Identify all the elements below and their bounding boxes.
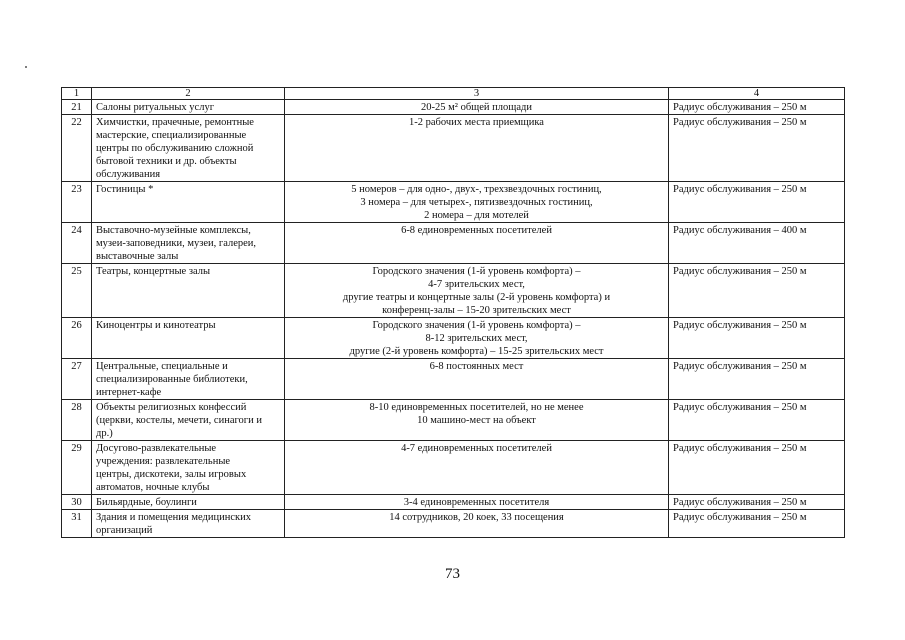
row-number: 31 [62, 510, 92, 538]
header-cell-3: 3 [285, 88, 669, 100]
row-number: 27 [62, 359, 92, 400]
norm-line: 3-4 единовременных посетителя [403, 497, 550, 508]
norm-line: 4-7 зрительских мест, [428, 279, 525, 290]
table-body [62, 100, 845, 538]
object-type-line: Выставочно-музейные комплексы, [96, 225, 251, 236]
header-row [62, 88, 845, 100]
object-type-line: Гостиницы * [96, 184, 154, 195]
object-type-cell [92, 264, 285, 318]
norm-line: другие театры и концертные залы (2-й уровень комфорта) и [342, 292, 611, 303]
object-type-cell [92, 100, 285, 115]
object-type-cell [92, 400, 285, 441]
row-number: 25 [62, 264, 92, 318]
row-number: 29 [62, 441, 92, 495]
object-type-line: организаций [96, 525, 153, 536]
object-type-cell [92, 510, 285, 538]
norm-line: 8-12 зрительских мест, [425, 333, 528, 344]
row-number: 23 [62, 182, 92, 223]
object-type-line: Химчистки, прачечные, ремонтные [96, 117, 254, 128]
table-row [62, 510, 845, 538]
page-number: 73 [445, 566, 460, 582]
norm-line: 20-25 м² общей площади [421, 102, 532, 113]
norms-table [61, 87, 845, 538]
row-number: 22 [62, 115, 92, 182]
norm-line: Городского значения (1-й уровень комфорта) – [372, 320, 581, 331]
object-type-line: Театры, концертные залы [96, 266, 211, 277]
service-radius-cell: Радиус обслуживания – 250 м [669, 182, 845, 223]
table-row [62, 100, 845, 115]
table-row [62, 115, 845, 182]
object-type-line: центры, дискотеки, залы игровых [96, 469, 247, 480]
norm-line: 3 номера – для четырех-, пятизвездочных гостиниц, [360, 197, 593, 208]
object-type-line: Салоны ритуальных услуг [96, 102, 215, 113]
service-radius-cell: Радиус обслуживания – 250 м [669, 495, 845, 510]
norm-line: 5 номеров – для одно-, двух-, трехзвездочных гостиниц, [351, 184, 602, 195]
header-cell-4: 4 [669, 88, 845, 100]
service-radius-cell: Радиус обслуживания – 400 м [669, 223, 845, 264]
object-type-cell [92, 495, 285, 510]
table-row [62, 359, 845, 400]
object-type-line: центры по обслуживанию сложной [96, 143, 254, 154]
row-number: 30 [62, 495, 92, 510]
norm-cell [285, 115, 669, 182]
service-radius-cell: Радиус обслуживания – 250 м [669, 100, 845, 115]
norm-cell [285, 100, 669, 115]
scan-speck [25, 66, 27, 68]
norm-cell [285, 510, 669, 538]
object-type-line: Здания и помещения медицинских [96, 512, 251, 523]
table-row [62, 318, 845, 359]
table-row [62, 264, 845, 318]
service-radius-cell: Радиус обслуживания – 250 м [669, 359, 845, 400]
table-row [62, 400, 845, 441]
row-number: 26 [62, 318, 92, 359]
object-type-line: обслуживания [96, 169, 161, 180]
header-cell-1: 1 [62, 88, 92, 100]
norm-line: 6-8 единовременных посетителей [401, 225, 552, 236]
object-type-cell [92, 318, 285, 359]
object-type-cell [92, 182, 285, 223]
norm-line: конференц-залы – 15-20 зрительских мест [382, 305, 571, 316]
table-row [62, 182, 845, 223]
object-type-line: (церкви, костелы, мечети, синагоги и [96, 415, 262, 426]
object-type-cell [92, 441, 285, 495]
norm-line: Городского значения (1-й уровень комфорта) – [372, 266, 581, 277]
object-type-line: Киноцентры и кинотеатры [96, 320, 216, 331]
norm-cell [285, 182, 669, 223]
norm-cell [285, 400, 669, 441]
norm-line: другие (2-й уровень комфорта) – 15-25 зрительских мест [349, 346, 604, 357]
service-radius-cell: Радиус обслуживания – 250 м [669, 115, 845, 182]
service-radius-cell: Радиус обслуживания – 250 м [669, 441, 845, 495]
object-type-line: выставочные залы [96, 251, 179, 262]
norm-cell [285, 359, 669, 400]
norm-cell [285, 318, 669, 359]
object-type-cell [92, 359, 285, 400]
object-type-line: Бильярдные, боулинги [96, 497, 197, 508]
object-type-cell [92, 115, 285, 182]
service-radius-cell: Радиус обслуживания – 250 м [669, 264, 845, 318]
service-radius-cell: Радиус обслуживания – 250 м [669, 510, 845, 538]
norm-cell [285, 441, 669, 495]
table-row [62, 223, 845, 264]
norm-cell [285, 223, 669, 264]
service-radius-cell: Радиус обслуживания – 250 м [669, 318, 845, 359]
table-row [62, 495, 845, 510]
object-type-line: др.) [96, 428, 113, 439]
norm-cell [285, 264, 669, 318]
object-type-line: Досугово-развлекательные [96, 443, 217, 454]
norm-line: 4-7 единовременных посетителей [401, 443, 552, 454]
object-type-line: мастерские, специализированные [96, 130, 247, 141]
table-row [62, 441, 845, 495]
object-type-line: музеи-заповедники, музеи, галереи, [96, 238, 257, 249]
norm-line: 10 машино-мест на объект [417, 415, 536, 426]
object-type-line: учреждения: развлекательные [96, 456, 231, 467]
object-type-line: автоматов, ночные клубы [96, 482, 210, 493]
norm-line: 6-8 постоянных мест [429, 361, 524, 372]
object-type-line: бытовой техники и др. объекты [96, 156, 237, 167]
object-type-line: интернет-кафе [96, 387, 162, 398]
object-type-line: Объекты религиозных конфессий [96, 402, 247, 413]
header-cell-2: 2 [92, 88, 285, 100]
norm-line: 8-10 единовременных посетителей, но не менее [369, 402, 584, 413]
norm-line: 1-2 рабочих места приемщика [409, 117, 544, 128]
service-radius-cell: Радиус обслуживания – 250 м [669, 400, 845, 441]
row-number: 28 [62, 400, 92, 441]
norm-line: 2 номера – для мотелей [424, 210, 529, 221]
object-type-line: специализированные библиотеки, [96, 374, 248, 385]
object-type-cell [92, 223, 285, 264]
row-number: 24 [62, 223, 92, 264]
norm-line: 14 сотрудников, 20 коек, 33 посещения [389, 512, 564, 523]
row-number: 21 [62, 100, 92, 115]
norm-cell [285, 495, 669, 510]
object-type-line: Центральные, специальные и [96, 361, 228, 372]
